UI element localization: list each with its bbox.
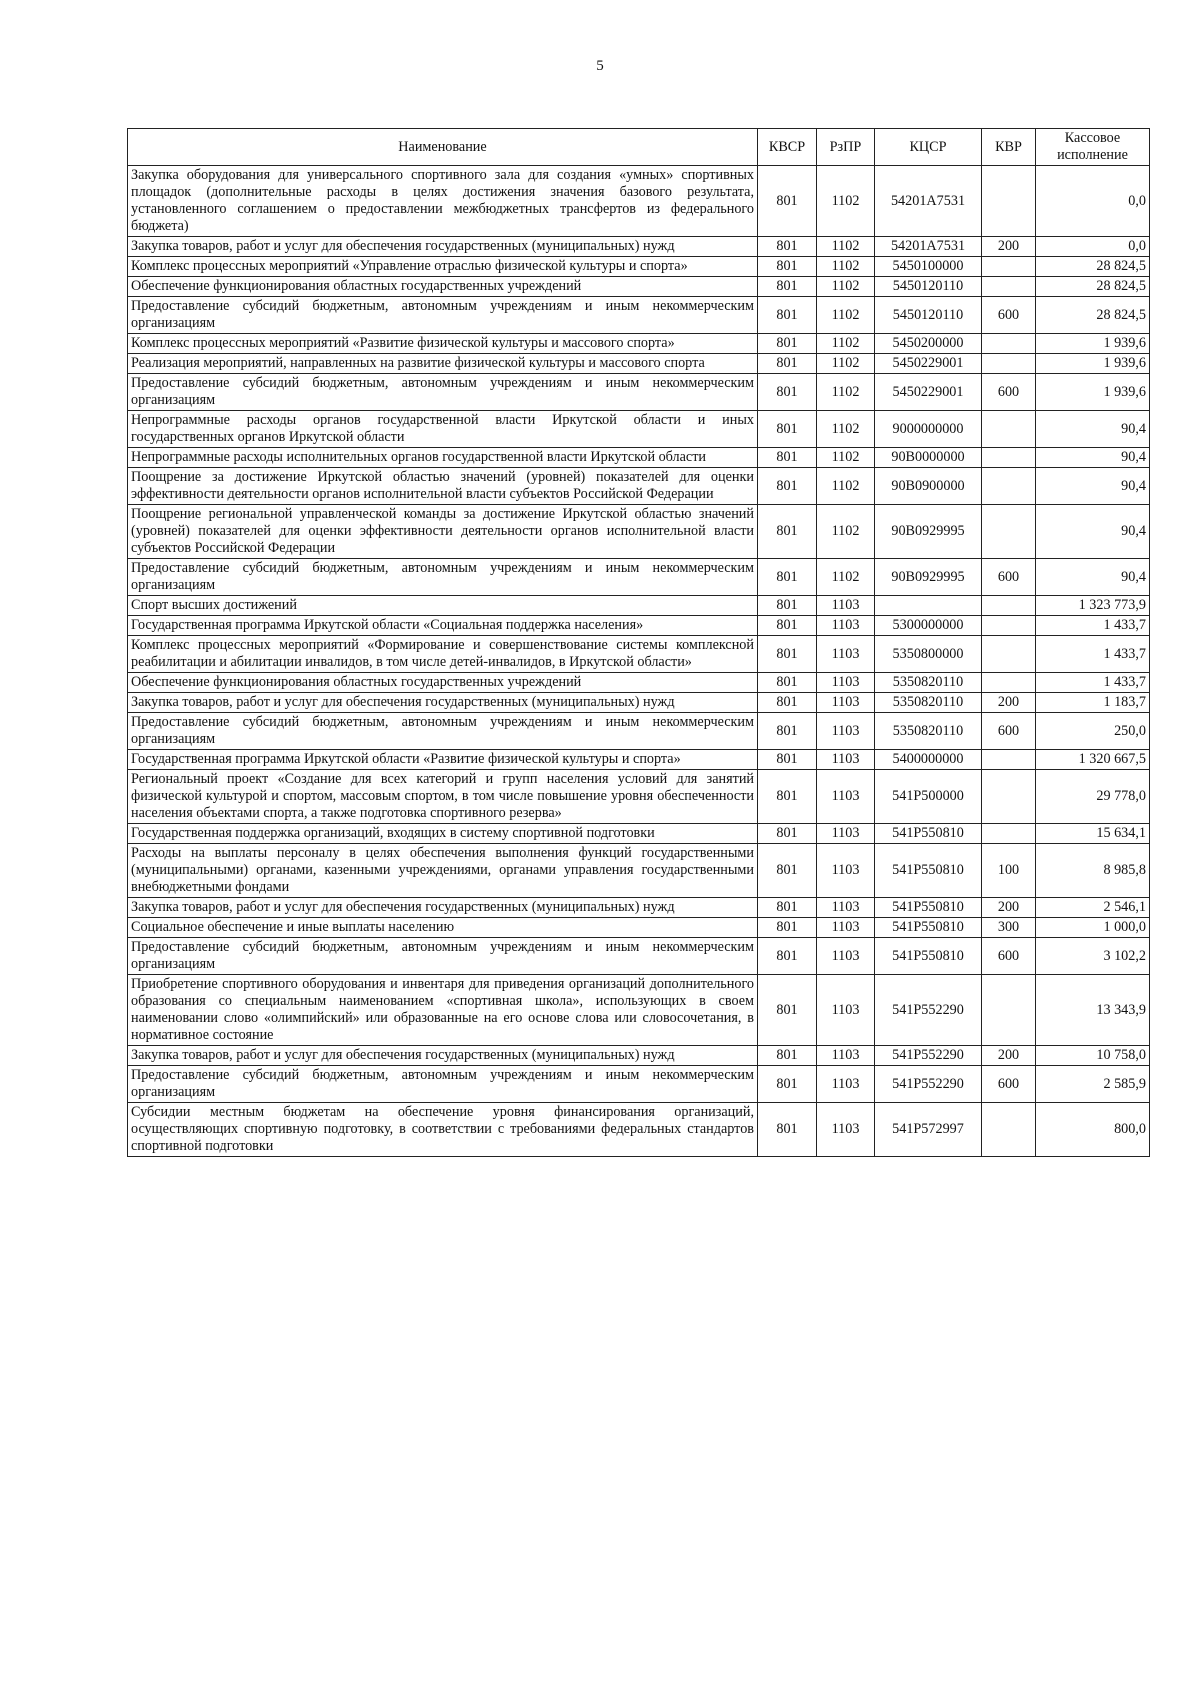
row-kvsr: 801 (758, 505, 817, 559)
row-kcsr: 541Р550810 (875, 898, 982, 918)
row-kvsr: 801 (758, 636, 817, 673)
row-kvsr: 801 (758, 166, 817, 237)
row-kcsr: 5450229001 (875, 354, 982, 374)
row-name: Закупка товаров, работ и услуг для обеспечения государственных (муниципальных) нужд (128, 237, 758, 257)
table-row (128, 257, 1150, 277)
table-row (128, 374, 1150, 411)
table-row (128, 354, 1150, 374)
row-amount: 0,0 (1036, 166, 1150, 237)
row-kvr: 600 (982, 374, 1036, 411)
row-amount: 90,4 (1036, 505, 1150, 559)
budget-execution-table (127, 128, 1150, 1157)
header-rzpr: РзПР (817, 129, 875, 166)
row-kvsr: 801 (758, 411, 817, 448)
row-kvsr: 801 (758, 1046, 817, 1066)
row-kvsr: 801 (758, 257, 817, 277)
table-row (128, 636, 1150, 673)
row-kcsr: 5450200000 (875, 334, 982, 354)
table-row (128, 1046, 1150, 1066)
row-kcsr: 541Р550810 (875, 824, 982, 844)
row-kvr (982, 505, 1036, 559)
row-name: Государственная поддержка организаций, входящих в систему спортивной подготовки (128, 824, 758, 844)
row-kvsr: 801 (758, 844, 817, 898)
row-name: Закупка товаров, работ и услуг для обеспечения государственных (муниципальных) нужд (128, 1046, 758, 1066)
row-amount: 1 183,7 (1036, 693, 1150, 713)
row-kvsr: 801 (758, 938, 817, 975)
row-kvr (982, 770, 1036, 824)
row-amount: 800,0 (1036, 1103, 1150, 1157)
row-amount: 2 546,1 (1036, 898, 1150, 918)
row-kcsr: 5350820110 (875, 673, 982, 693)
page-number: 5 (596, 58, 604, 74)
row-rzpr: 1103 (817, 596, 875, 616)
table-row (128, 673, 1150, 693)
row-kvr (982, 636, 1036, 673)
row-rzpr: 1102 (817, 448, 875, 468)
row-amount: 28 824,5 (1036, 277, 1150, 297)
row-kcsr: 5450120110 (875, 297, 982, 334)
row-kvsr: 801 (758, 448, 817, 468)
row-name: Государственная программа Иркутской области «Социальная поддержка населения» (128, 616, 758, 636)
row-kcsr: 541Р550810 (875, 918, 982, 938)
row-rzpr: 1103 (817, 616, 875, 636)
row-rzpr: 1103 (817, 713, 875, 750)
row-name: Субсидии местным бюджетам на обеспечение уровня финансирования организаций, осуществляющих спортивную подготовку, в соответствии с требованиями федеральных стандартов спортивной подготовки (128, 1103, 758, 1157)
row-rzpr: 1103 (817, 673, 875, 693)
table-row (128, 237, 1150, 257)
row-name: Предоставление субсидий бюджетным, автономным учреждениям и иным некоммерческим организациям (128, 1066, 758, 1103)
row-rzpr: 1103 (817, 898, 875, 918)
row-amount: 8 985,8 (1036, 844, 1150, 898)
row-rzpr: 1103 (817, 693, 875, 713)
row-amount: 28 824,5 (1036, 257, 1150, 277)
row-kvsr: 801 (758, 616, 817, 636)
row-amount: 1 939,6 (1036, 374, 1150, 411)
row-kvr (982, 975, 1036, 1046)
row-kvr (982, 277, 1036, 297)
table-row (128, 898, 1150, 918)
header-kvsr: КВСР (758, 129, 817, 166)
row-name: Приобретение спортивного оборудования и инвентаря для приведения организаций дополнительного образования со специальным наименованием «спортивная школа», использующих в своем наименовании слово «олимпийский» или образованные на его основе слова или словосочетания, в нормативное состояние (128, 975, 758, 1046)
table-row (128, 975, 1150, 1046)
table-row (128, 334, 1150, 354)
row-amount: 0,0 (1036, 237, 1150, 257)
table-row (128, 448, 1150, 468)
table-header-row (128, 129, 1150, 166)
row-kcsr: 5450229001 (875, 374, 982, 411)
row-amount: 250,0 (1036, 713, 1150, 750)
row-rzpr: 1103 (817, 918, 875, 938)
row-kvr: 600 (982, 713, 1036, 750)
table-row (128, 750, 1150, 770)
row-kvr (982, 448, 1036, 468)
row-rzpr: 1103 (817, 824, 875, 844)
row-kvsr: 801 (758, 673, 817, 693)
row-kvsr: 801 (758, 824, 817, 844)
row-amount: 90,4 (1036, 468, 1150, 505)
row-kvr (982, 354, 1036, 374)
table-row (128, 166, 1150, 237)
row-name: Непрограммные расходы исполнительных органов государственной власти Иркутской области (128, 448, 758, 468)
row-kvr (982, 673, 1036, 693)
row-kcsr: 5350800000 (875, 636, 982, 673)
row-amount: 1 433,7 (1036, 636, 1150, 673)
row-kcsr: 541Р550810 (875, 938, 982, 975)
row-kvr (982, 411, 1036, 448)
row-kvsr: 801 (758, 559, 817, 596)
row-kcsr: 541Р552290 (875, 1066, 982, 1103)
row-kcsr: 5450120110 (875, 277, 982, 297)
row-amount: 1 939,6 (1036, 334, 1150, 354)
row-name: Социальное обеспечение и иные выплаты населению (128, 918, 758, 938)
row-kcsr: 9000000000 (875, 411, 982, 448)
row-kvr (982, 824, 1036, 844)
row-amount: 3 102,2 (1036, 938, 1150, 975)
row-kvr (982, 596, 1036, 616)
row-amount: 90,4 (1036, 448, 1150, 468)
row-kcsr: 541Р552290 (875, 975, 982, 1046)
table-row (128, 559, 1150, 596)
row-kcsr: 54201А7531 (875, 237, 982, 257)
table-row (128, 616, 1150, 636)
row-kvr: 200 (982, 693, 1036, 713)
row-kvsr: 801 (758, 1066, 817, 1103)
row-name: Реализация мероприятий, направленных на развитие физической культуры и массового спорта (128, 354, 758, 374)
row-kvr: 600 (982, 297, 1036, 334)
row-kvr: 600 (982, 559, 1036, 596)
table-row (128, 713, 1150, 750)
table-row (128, 1066, 1150, 1103)
header-kvr: КВР (982, 129, 1036, 166)
row-name: Предоставление субсидий бюджетным, автономным учреждениям и иным некоммерческим организациям (128, 938, 758, 975)
header-name: Наименование (128, 129, 758, 166)
row-kvsr: 801 (758, 237, 817, 257)
table-row (128, 693, 1150, 713)
row-kcsr: 541Р572997 (875, 1103, 982, 1157)
row-kvr: 300 (982, 918, 1036, 938)
row-name: Предоставление субсидий бюджетным, автономным учреждениям и иным некоммерческим организациям (128, 559, 758, 596)
row-name: Расходы на выплаты персоналу в целях обеспечения выполнения функций государственными (муниципальными) органами, казенными учреждениями, органами управления государственными внебюджетными фондами (128, 844, 758, 898)
row-name: Предоставление субсидий бюджетным, автономным учреждениям и иным некоммерческим организациям (128, 297, 758, 334)
row-kvsr: 801 (758, 770, 817, 824)
row-amount: 1 320 667,5 (1036, 750, 1150, 770)
row-rzpr: 1102 (817, 237, 875, 257)
row-name: Региональный проект «Создание для всех категорий и групп населения условий для занятий физической культурой и спортом, массовым спортом, в том числе повышение уровня обеспеченности населения объектами спорта, а также подготовка спортивного резерва» (128, 770, 758, 824)
row-amount: 28 824,5 (1036, 297, 1150, 334)
table-row (128, 938, 1150, 975)
row-name: Комплекс процессных мероприятий «Управление отраслью физической культуры и спорта» (128, 257, 758, 277)
row-rzpr: 1103 (817, 636, 875, 673)
row-kvr (982, 257, 1036, 277)
row-kvsr: 801 (758, 297, 817, 334)
row-rzpr: 1102 (817, 257, 875, 277)
row-rzpr: 1102 (817, 411, 875, 448)
row-kcsr: 5300000000 (875, 616, 982, 636)
row-kvr: 600 (982, 1066, 1036, 1103)
table-row (128, 770, 1150, 824)
row-kvr (982, 750, 1036, 770)
row-kvsr: 801 (758, 1103, 817, 1157)
row-rzpr: 1103 (817, 770, 875, 824)
row-kcsr: 90В0900000 (875, 468, 982, 505)
row-kcsr: 5350820110 (875, 713, 982, 750)
row-name: Предоставление субсидий бюджетным, автономным учреждениям и иным некоммерческим организациям (128, 713, 758, 750)
row-name: Закупка оборудования для универсального спортивного зала для создания «умных» спортивных площадок (дополнительные расходы в целях достижения значения базового результата, установленного соглашением о предоставлении межбюджетных трансфертов из федерального бюджета) (128, 166, 758, 237)
row-name: Комплекс процессных мероприятий «Формирование и совершенствование системы комплексной реабилитации и абилитации инвалидов, в том числе детей-инвалидов, в Иркутской области» (128, 636, 758, 673)
row-kvr (982, 166, 1036, 237)
row-kcsr: 5350820110 (875, 693, 982, 713)
row-name: Спорт высших достижений (128, 596, 758, 616)
row-amount: 1 323 773,9 (1036, 596, 1150, 616)
row-rzpr: 1103 (817, 1046, 875, 1066)
row-name: Поощрение региональной управленческой команды за достижение Иркутской областью значений (уровней) показателей для оценки эффективности деятельности органов исполнительной власти субъектов Российской Федерации (128, 505, 758, 559)
row-kcsr: 5450100000 (875, 257, 982, 277)
row-name: Непрограммные расходы органов государственной власти Иркутской области и иных государственных органов Иркутской области (128, 411, 758, 448)
row-amount: 29 778,0 (1036, 770, 1150, 824)
row-rzpr: 1102 (817, 334, 875, 354)
row-kvsr: 801 (758, 693, 817, 713)
row-kvr: 200 (982, 237, 1036, 257)
row-amount: 10 758,0 (1036, 1046, 1150, 1066)
row-kvr: 600 (982, 938, 1036, 975)
row-rzpr: 1103 (817, 750, 875, 770)
row-amount: 1 000,0 (1036, 918, 1150, 938)
row-kcsr: 90В0929995 (875, 559, 982, 596)
row-rzpr: 1102 (817, 374, 875, 411)
row-name: Комплекс процессных мероприятий «Развитие физической культуры и массового спорта» (128, 334, 758, 354)
header-amount: Кассовое исполнение (1036, 129, 1150, 166)
row-kvr (982, 468, 1036, 505)
row-amount: 15 634,1 (1036, 824, 1150, 844)
row-kvr: 100 (982, 844, 1036, 898)
table-row (128, 505, 1150, 559)
row-name: Закупка товаров, работ и услуг для обеспечения государственных (муниципальных) нужд (128, 693, 758, 713)
row-kvsr: 801 (758, 898, 817, 918)
row-rzpr: 1102 (817, 277, 875, 297)
row-rzpr: 1103 (817, 844, 875, 898)
row-kvsr: 801 (758, 374, 817, 411)
row-rzpr: 1102 (817, 505, 875, 559)
table-row (128, 468, 1150, 505)
row-kvr (982, 1103, 1036, 1157)
row-name: Государственная программа Иркутской области «Развитие физической культуры и спорта» (128, 750, 758, 770)
row-name: Закупка товаров, работ и услуг для обеспечения государственных (муниципальных) нужд (128, 898, 758, 918)
row-amount: 2 585,9 (1036, 1066, 1150, 1103)
row-kvsr: 801 (758, 468, 817, 505)
row-rzpr: 1102 (817, 297, 875, 334)
row-kvr (982, 616, 1036, 636)
row-kvsr: 801 (758, 750, 817, 770)
row-kcsr: 541Р552290 (875, 1046, 982, 1066)
row-name: Поощрение за достижение Иркутской областью значений (уровней) показателей для оценки эффективности деятельности органов исполнительной власти субъектов Российской Федерации (128, 468, 758, 505)
row-rzpr: 1102 (817, 166, 875, 237)
row-amount: 13 343,9 (1036, 975, 1150, 1046)
row-amount: 1 433,7 (1036, 616, 1150, 636)
row-rzpr: 1102 (817, 354, 875, 374)
table-row (128, 1103, 1150, 1157)
table-row (128, 277, 1150, 297)
row-rzpr: 1102 (817, 468, 875, 505)
row-kvr (982, 334, 1036, 354)
row-kvsr: 801 (758, 596, 817, 616)
row-rzpr: 1103 (817, 1103, 875, 1157)
table-row (128, 411, 1150, 448)
table-row (128, 844, 1150, 898)
row-kvsr: 801 (758, 334, 817, 354)
row-amount: 1 433,7 (1036, 673, 1150, 693)
row-kvsr: 801 (758, 277, 817, 297)
table-row (128, 918, 1150, 938)
row-name: Предоставление субсидий бюджетным, автономным учреждениям и иным некоммерческим организациям (128, 374, 758, 411)
row-kcsr: 90В0000000 (875, 448, 982, 468)
row-kcsr: 541Р550810 (875, 844, 982, 898)
table-row (128, 297, 1150, 334)
row-rzpr: 1103 (817, 938, 875, 975)
row-name: Обеспечение функционирования областных государственных учреждений (128, 673, 758, 693)
row-kcsr: 541Р500000 (875, 770, 982, 824)
row-kvr: 200 (982, 898, 1036, 918)
row-kvsr: 801 (758, 975, 817, 1046)
row-rzpr: 1102 (817, 559, 875, 596)
row-kvr: 200 (982, 1046, 1036, 1066)
row-kcsr: 90В0929995 (875, 505, 982, 559)
row-name: Обеспечение функционирования областных государственных учреждений (128, 277, 758, 297)
row-kvsr: 801 (758, 354, 817, 374)
row-rzpr: 1103 (817, 975, 875, 1046)
row-kvsr: 801 (758, 918, 817, 938)
row-amount: 90,4 (1036, 411, 1150, 448)
row-kvsr: 801 (758, 713, 817, 750)
row-amount: 90,4 (1036, 559, 1150, 596)
row-kcsr: 54201А7531 (875, 166, 982, 237)
row-kcsr (875, 596, 982, 616)
table-row (128, 596, 1150, 616)
table-row (128, 824, 1150, 844)
header-kcsr: КЦСР (875, 129, 982, 166)
row-amount: 1 939,6 (1036, 354, 1150, 374)
row-rzpr: 1103 (817, 1066, 875, 1103)
row-kcsr: 5400000000 (875, 750, 982, 770)
